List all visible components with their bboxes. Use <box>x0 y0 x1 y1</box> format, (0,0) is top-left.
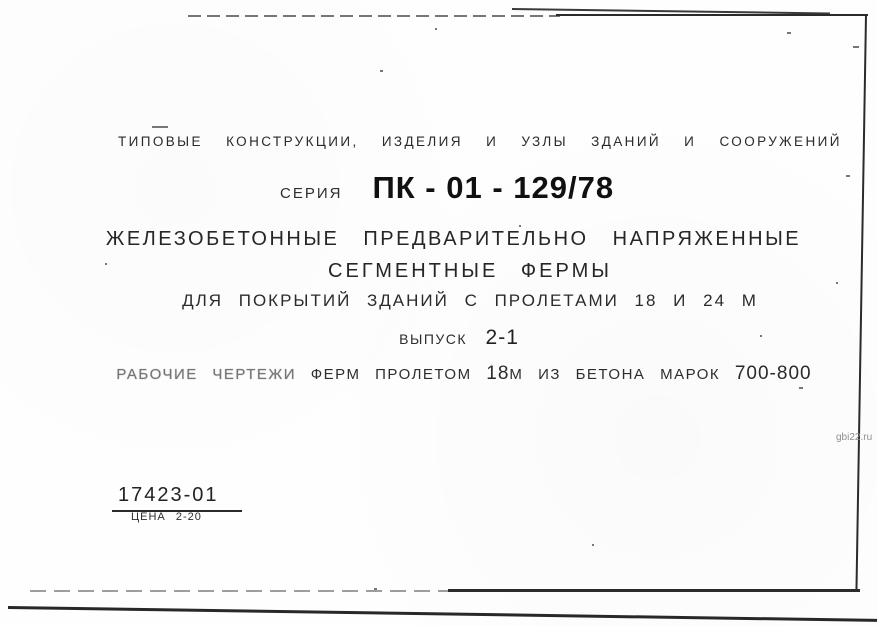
scan-speck <box>592 544 594 546</box>
subtitle-tail-words: ИЗ БЕТОНА МАРОК <box>538 366 721 383</box>
scan-speck <box>836 282 838 284</box>
title-line-3: ДЛЯ ПОКРЫТИЙ ЗДАНИЙ С ПРОЛЕТАМИ 18 И 24 М <box>182 291 758 310</box>
classification-line: ТИПОВЫЕ КОНСТРУКЦИИ, ИЗДЕЛИЯ И УЗЛЫ ЗДАНИЙ И СООРУЖЕНИЙ <box>118 134 842 149</box>
scan-speck <box>846 175 850 177</box>
scan-speck <box>787 32 791 34</box>
watermark: gbi22.ru <box>836 432 873 443</box>
subtitle-line <box>52 363 876 385</box>
concrete-grade-value: 700-800 <box>734 363 812 384</box>
frame-top-line-dashed <box>188 15 560 17</box>
scan-speck <box>853 46 859 48</box>
scan-speck <box>374 588 377 590</box>
series-number: ПК - 01 - 129/78 <box>372 170 615 205</box>
scan-speck <box>519 225 521 227</box>
issue-number: 2-1 <box>485 326 519 349</box>
frame-top-line <box>556 14 868 16</box>
scan-speck <box>435 28 437 30</box>
series-label: СЕРИЯ <box>280 185 343 202</box>
price-line <box>131 511 202 523</box>
price-value: 2-20 <box>175 511 202 523</box>
scan-speck <box>105 263 107 265</box>
price-label: ЦЕНА <box>131 511 166 523</box>
scan-speck <box>799 387 803 389</box>
scan-speck <box>760 335 762 337</box>
span-unit: М <box>509 366 524 383</box>
issue-label: ВЫПУСК <box>399 331 468 347</box>
span-value: 18 <box>486 363 510 384</box>
frame-bottom-line-dashed <box>30 590 450 592</box>
scan-speck <box>152 126 168 128</box>
frame-bottom-line <box>448 589 860 592</box>
title-line-2: СЕГМЕНТНЫЕ ФЕРМЫ <box>328 260 612 282</box>
title-line-1: ЖЕЛЕЗОБЕТОННЫЕ ПРЕДВАРИТЕЛЬНО НАПРЯЖЕННЫЕ <box>105 228 802 250</box>
page-bottom-edge-line <box>8 606 877 622</box>
subtitle-faded-words: РАБОЧИЕ ЧЕРТЕЖИ <box>116 366 297 383</box>
scan-speck <box>380 70 383 72</box>
subtitle-mid-words: ФЕРМ ПРОЛЕТОМ <box>310 366 472 383</box>
series-line <box>280 170 614 206</box>
catalog-number-block <box>112 484 242 512</box>
catalog-number: 17423-01 <box>118 484 219 506</box>
issue-line <box>40 326 877 350</box>
